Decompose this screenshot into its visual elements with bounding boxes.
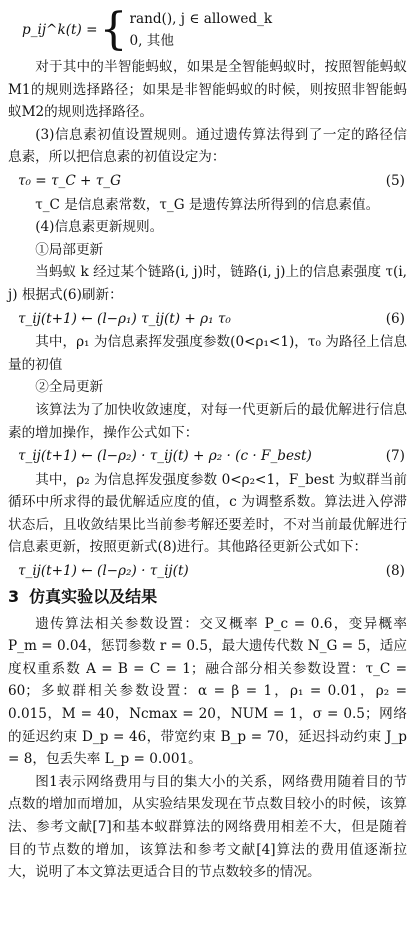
equation-8-body: τ_ij(t+1) ← (l−ρ₂) · τ_ij(t)	[18, 563, 189, 580]
paragraph-semi-intelligent: 对于其中的半智能蚂蚁，如果是全智能蚂蚁时，按照智能蚂蚁M1的规则选择路径；如果是非智能蚂蚁的时候，则按照非智能蚂蚁M2的规则选择路径。	[8, 59, 407, 121]
left-brace: {	[99, 4, 128, 55]
probability-formula-lhs: p_ij^k(t) =	[22, 21, 98, 38]
paragraph-eq5-explain: τ_C 是信息素常数，τ_G 是遗传算法所得到的信息素值。	[35, 196, 380, 213]
section-number: 3	[8, 586, 20, 606]
formula-cases	[129, 8, 272, 52]
equation-7-body: τ_ij(t+1) ← (l−ρ₂) · τ_ij(t) + ρ₂ · (c · F_best)	[18, 448, 312, 465]
equation-7-number: (7)	[385, 448, 405, 465]
section-title: 仿真实验以及结果	[29, 586, 158, 606]
paragraph-eq7-explain: 其中，ρ₂ 为信息挥发强度参数 0<ρ₂<1，F_best 为蚁群当前循环中所求得的最优解适应度的值，c 为调整系数。算法进入停滞状态后，且收敛结果比当前参考解还要差时，不对当前最优解进行信息素更新，按照更新式(8)进行。其他路径更新公式如下：	[8, 471, 407, 556]
equation-6-body: τ_ij(t+1) ← (l−ρ₁) τ_ij(t) + ρ₁ τ₀	[18, 310, 231, 327]
local-update-title: ①局部更新	[35, 241, 104, 258]
global-update-title: ②全局更新	[35, 379, 104, 396]
equation-6	[8, 308, 407, 331]
equation-8	[8, 560, 407, 583]
equation-7	[8, 445, 407, 468]
equation-8-number: (8)	[385, 563, 405, 580]
equation-5	[8, 170, 407, 193]
equation-5-body: τ₀ = τ_C + τ_G	[18, 172, 121, 189]
rule-4-title: (4)信息素更新规则。	[35, 219, 164, 236]
formula-case-1: rand(), j ∈ allowed_k	[129, 11, 273, 27]
paragraph-local-update: 当蚂蚁 k 经过某个链路(i, j)时，链路(i, j)上的信息素强度 τ(i, j) 根据式(6)刷新：	[8, 264, 407, 303]
section-heading	[8, 585, 407, 609]
paragraph-eq6-explain: 其中，ρ₁ 为信息素挥发强度参数(0<ρ₁<1)，τ₀ 为路径上信息量的初值	[8, 334, 407, 373]
equation-5-number: (5)	[385, 172, 405, 189]
paragraph-figure-1: 图1表示网络费用与目的集大小的关系，网络费用随着目的节点数的增加而增加，从实验结果发现在节点数目较小的时候，该算法、参考文献[7]和基本蚁群算法的网络费用相差不大，但是随着目的节点数的增加，该算法和参考文献[4]算法的费用值逐渐拉大，说明了本文算法更适合目的节点数较多的情况。	[8, 773, 407, 881]
rule-3-title: (3)信息素初值设置规则。通过遗传算法得到了一定的路径信息素，所以把信息素的初值设定为：	[8, 126, 407, 166]
paragraph-parameters: 遗传算法相关参数设置：交叉概率 P_c = 0.6，变异概率 P_m = 0.04，惩罚参数 r = 0.5，最大遗传代数 N_G = 5，适应度权重系数 A = B = C = 1；融合部分相关参数设置：τ_C = 60；多蚁群相关参数设置：α = β = 1，ρ₁ = 0.01，ρ₂ = 0.015，M = 40，Ncmax = 20，NUM = 1，σ = 0.5；网络的延迟约束 D_p = 46，带宽约束 B_p = 70，延迟抖动约束 J_p = 8，包丢失率 L_p = 0.001。	[8, 615, 407, 768]
paragraph-global-update: 该算法为了加快收敛速度，对每一代更新后的最优解进行信息素的增加操作，操作公式如下：	[8, 401, 407, 441]
equation-6-number: (6)	[385, 310, 405, 327]
formula-case-2: 0, 其他	[129, 33, 174, 49]
probability-formula	[8, 4, 407, 56]
